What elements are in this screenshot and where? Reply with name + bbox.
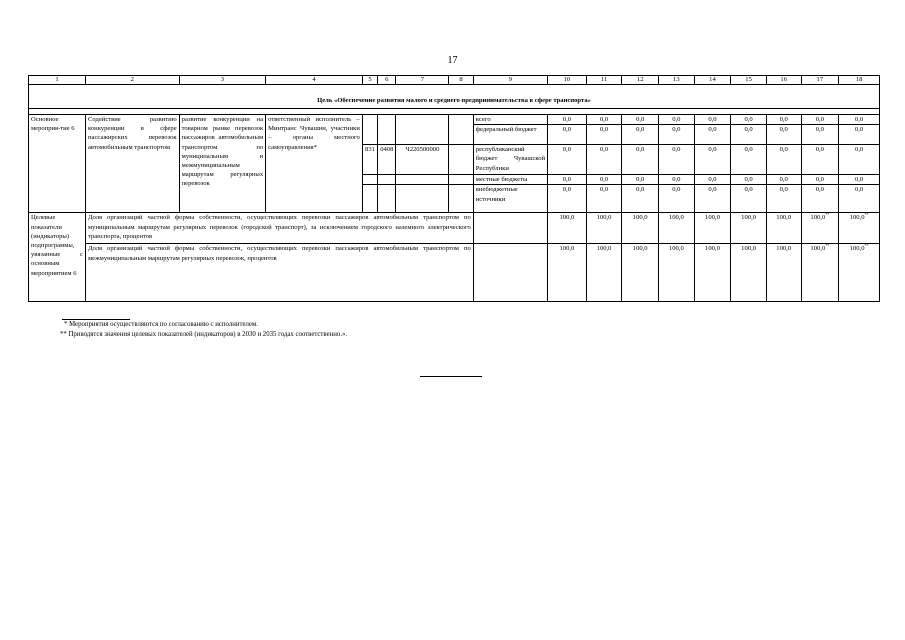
col-header: 8 — [449, 76, 473, 85]
table-cell: 100,0 — [766, 244, 801, 302]
col-header: 16 — [766, 76, 801, 85]
indicator-text: Доля организаций частной формы собственности, осуществляющих перевозки пассажиров автомобильным транспортом по межмуниципальным маршрутам регулярных перевозок, процентов — [86, 244, 474, 302]
table-cell: 0,0 — [659, 145, 695, 175]
header-row — [29, 76, 880, 85]
table-cell: 0,0 — [766, 125, 801, 145]
table-cell: 0,0 — [586, 115, 622, 125]
footnote-separator — [62, 319, 130, 320]
table-cell: 0,0 — [586, 125, 622, 145]
table-cell: 0,0 — [622, 125, 659, 145]
table-cell: 100,0** — [839, 244, 880, 302]
table-cell: 0,0 — [659, 185, 695, 213]
table-cell: 0,0 — [548, 175, 587, 185]
table-cell: 100,0 — [694, 244, 731, 302]
table-cell: 0,0 — [801, 145, 839, 175]
table-cell: 0,0 — [622, 175, 659, 185]
col-header: 18 — [839, 76, 880, 85]
table-cell: 100,0 — [731, 213, 767, 244]
source-name: внебюджетные источники — [473, 185, 547, 213]
col-header: 11 — [586, 76, 622, 85]
event-link: развитие конкуренции на товарном рынке перевозок пассажиров автомобильным транспортом по муниципальным и межмуниципальным маршрутам регулярных перевозок — [179, 115, 266, 213]
vr-code — [449, 145, 473, 175]
source-name: федеральный бюджет — [473, 125, 547, 145]
table-cell: 0,0 — [766, 175, 801, 185]
table-cell: 0,0 — [766, 115, 801, 125]
table-cell: 0,0 — [731, 125, 767, 145]
indicator-text: Доля организаций частной формы собственности, осуществляющих перевозки пассажиров автомобильным транспортом по муниципальным маршрутам регулярных перевозок (городской транспорт), за исключением городского наземного электрического транспорта, процентов — [86, 213, 474, 244]
table-cell: 0,0 — [586, 185, 622, 213]
table-cell: 0,0 — [694, 125, 731, 145]
col-header: 4 — [266, 76, 363, 85]
goal-text: Цель «Обеспечение развития малого и среднего предпринимательства в сфере транспорта» — [29, 94, 880, 109]
table-cell: 0,0 — [839, 125, 880, 145]
event-name: Содействие развитию конкуренции в сфере пассажирских перевозок автомобильным транспортом — [86, 115, 180, 213]
table-cell: 0,0 — [586, 145, 622, 175]
table-cell: 0,0 — [731, 145, 767, 175]
table-cell: 100,0 — [766, 213, 801, 244]
col-header: 14 — [694, 76, 731, 85]
col-header: 12 — [622, 76, 659, 85]
table-cell: 0,0 — [548, 145, 587, 175]
col-header: 9 — [473, 76, 547, 85]
table-cell: 0,0 — [801, 125, 839, 145]
grbs-code: 831 — [362, 145, 377, 175]
table-cell: 0,0 — [694, 175, 731, 185]
indicator-row — [29, 213, 880, 244]
table-cell: 100,0** — [839, 213, 880, 244]
table-cell: 0,0 — [766, 185, 801, 213]
col-header: 7 — [396, 76, 449, 85]
col-header: 6 — [378, 76, 396, 85]
footnote: ** Приводятся значения целевых показателей (индикаторов) в 2030 и 2035 годах соответственно.». — [60, 331, 348, 338]
table-cell: 0,0 — [731, 175, 767, 185]
table-cell: 100,0 — [586, 244, 622, 302]
table-cell: 0,0 — [839, 175, 880, 185]
table-cell: 0,0 — [694, 145, 731, 175]
col-header: 1 — [29, 76, 86, 85]
table-cell: 100,0 — [622, 244, 659, 302]
table-cell: 100,0 — [731, 244, 767, 302]
source-name: местные бюджеты — [473, 175, 547, 185]
table-cell: 100,0 — [548, 213, 587, 244]
source-name: республиканский бюджет Чувашской Республики — [473, 145, 547, 175]
table-cell: 100,0** — [801, 244, 839, 302]
col-header: 2 — [86, 76, 180, 85]
table-cell: 0,0 — [839, 185, 880, 213]
table-cell: 0,0 — [586, 175, 622, 185]
table-cell: 100,0 — [659, 244, 695, 302]
table-cell: 100,0 — [622, 213, 659, 244]
table-cell: 0,0 — [548, 185, 587, 213]
end-separator — [420, 376, 482, 377]
indicators-label: Целевые показатели (индикаторы) подпрограммы, увязанные с основным мероприятием 6 — [29, 213, 86, 302]
table-cell: 0,0 — [659, 125, 695, 145]
rzpr-code: 0408 — [378, 145, 396, 175]
col-header: 3 — [179, 76, 266, 85]
table-cell: 0,0 — [839, 145, 880, 175]
goal-row — [29, 94, 880, 109]
table-cell: 0,0 — [622, 145, 659, 175]
page-number: 17 — [447, 55, 458, 66]
event-executor: ответственный исполнитель – Минтранс Чувашии, участники – органы местного самоуправления* — [266, 115, 363, 213]
csr-code: Ч220500000 — [396, 145, 449, 175]
table-cell: 100,0 — [694, 213, 731, 244]
table-cell: 0,0 — [622, 115, 659, 125]
table-cell: 0,0 — [801, 175, 839, 185]
table-cell: 0,0 — [622, 185, 659, 213]
col-header: 17 — [801, 76, 839, 85]
table-cell: 0,0 — [659, 175, 695, 185]
table-cell: 100,0** — [801, 213, 839, 244]
col-header: 5 — [362, 76, 377, 85]
table-cell: 0,0 — [731, 115, 767, 125]
indicator-row — [29, 244, 880, 302]
table-cell: 0,0 — [659, 115, 695, 125]
table-cell: 0,0 — [548, 115, 587, 125]
table-cell: 0,0 — [801, 185, 839, 213]
table-cell: 100,0 — [548, 244, 587, 302]
table-cell: 0,0 — [694, 185, 731, 213]
footnote: * Мероприятия осуществляются по согласованию с исполнителем. — [64, 321, 258, 328]
table-cell: 0,0 — [766, 145, 801, 175]
table-cell: 100,0 — [659, 213, 695, 244]
table-cell: 0,0 — [548, 125, 587, 145]
program-table — [28, 75, 880, 302]
table-cell: 0,0 — [801, 115, 839, 125]
source-name: всего — [473, 115, 547, 125]
col-header: 15 — [731, 76, 767, 85]
col-header: 13 — [659, 76, 695, 85]
table-cell: 0,0 — [694, 115, 731, 125]
source-row — [29, 115, 880, 125]
table-cell: 0,0 — [839, 115, 880, 125]
event-status: Основное мероприя-тие 6 — [29, 115, 86, 213]
col-header: 10 — [548, 76, 587, 85]
table-cell: 0,0 — [731, 185, 767, 213]
table-cell: 100,0 — [586, 213, 622, 244]
